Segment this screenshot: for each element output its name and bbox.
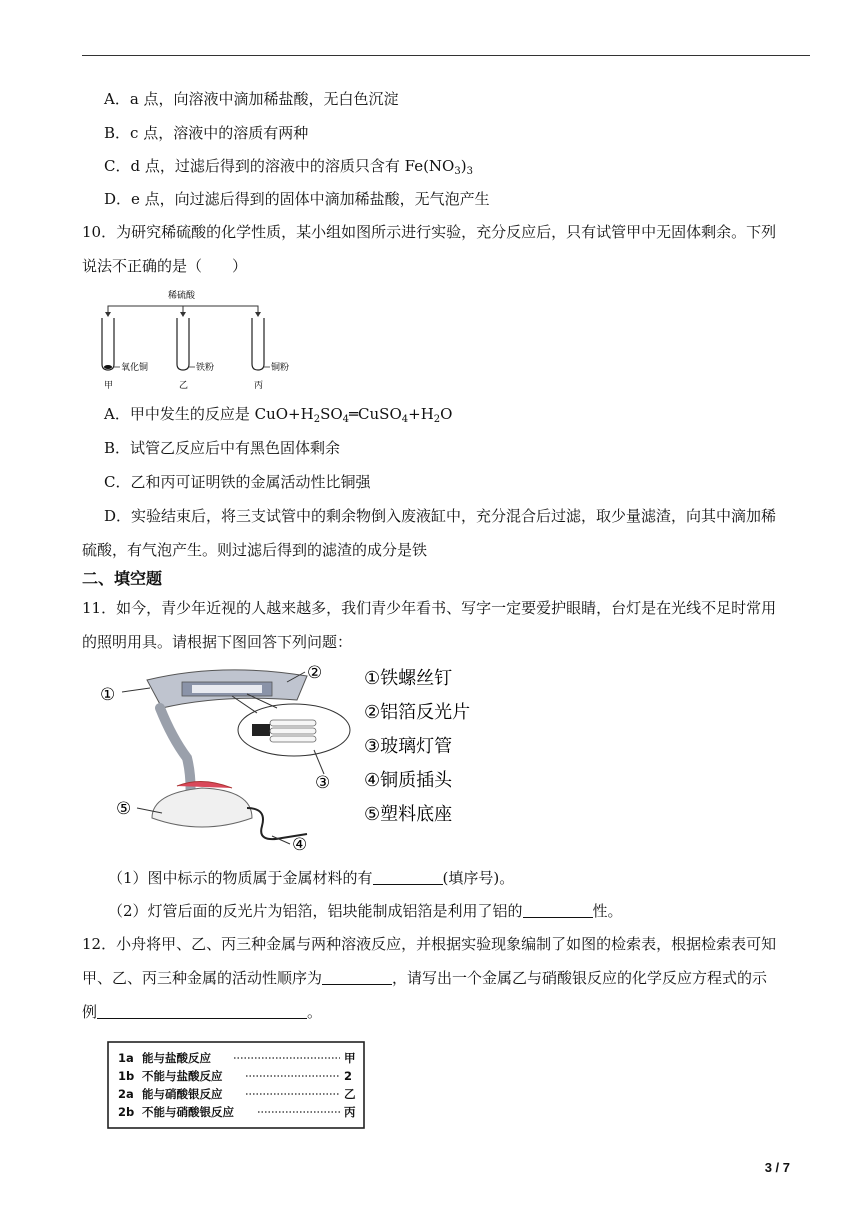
page-number: 3 / 7: [764, 1160, 790, 1175]
key-row-3-code: 2a: [118, 1087, 134, 1101]
lamp-label-4: ④铜质插头: [364, 770, 453, 791]
q11-stem-line2: 的照明用具。请根据下图回答下列问题：: [82, 633, 353, 651]
q10-test-tube-figure: [96, 286, 306, 392]
callout-5: ⑤: [116, 799, 132, 819]
key-row-1-result: 甲: [344, 1051, 356, 1065]
q10-option-d-line1: D．实验结束后，将三支试管中的剩余物倒入废液缸中，充分混合后过滤，取少量滤渣，向其中滴加稀: [104, 507, 777, 525]
tube-bing-name: 丙: [254, 381, 264, 391]
key-row-2-code: 1b: [118, 1069, 135, 1083]
q9-option-c: C．d 点，过滤后得到的溶液中的溶质只含有 $Fe(NO_3)_3$: [104, 157, 473, 177]
q10-stem-line1: 10．为研究稀硫酸的化学性质，某小组如图所示进行实验，充分反应后，只有试管甲中无固体剩余。下列: [82, 223, 777, 241]
q11-stem-line1: 11．如今，青少年近视的人越来越多，我们青少年看书、写字一定要爱护眼睛，台灯是在光线不足时常用: [82, 599, 777, 617]
tube-jia: [102, 318, 120, 370]
callout-4: ④: [292, 835, 308, 855]
q12-stem-line2: 甲、乙、丙三种金属的活动性顺序为 ，请写出一个金属乙与硝酸银反应的化学反应方程式的示: [82, 969, 768, 987]
q12-order-blank[interactable]: [322, 970, 392, 985]
key-row-3-result: 乙: [344, 1087, 356, 1101]
q10-option-c: C．乙和丙可证明铁的金属活动性比铜强: [104, 473, 371, 491]
key-row-4-code: 2b: [118, 1105, 135, 1119]
tube-yi-name: 乙: [179, 381, 189, 391]
key-row-4-text: 不能与硝酸银反应: [142, 1105, 234, 1119]
q12-key-table: [106, 1040, 368, 1134]
q9-option-a: A．a 点，向溶液中滴加稀盐酸，无白色沉淀: [104, 90, 399, 108]
tube-yi-content: 铁粉: [196, 363, 215, 373]
lamp-label-2: ②铝箔反光片: [364, 702, 471, 723]
q12-stem-line3: 例 。: [82, 1003, 323, 1021]
callout-3: ③: [315, 773, 331, 793]
header-rule: [82, 55, 810, 56]
tube-bing: [252, 318, 270, 370]
q10-option-b: B．试管乙反应后中有黑色固体剩余: [104, 439, 341, 457]
key-row-4-result: 丙: [344, 1105, 356, 1119]
acid-label: 稀硫酸: [168, 291, 196, 301]
tube-bing-content: 铜粉: [271, 363, 290, 373]
tube-yi: [177, 318, 195, 370]
q11-sub2-blank[interactable]: [523, 903, 593, 918]
key-row-3-text: 能与硝酸银反应: [142, 1087, 223, 1101]
section-title: 二、填空题: [82, 569, 163, 588]
callout-2: ②: [307, 663, 323, 683]
lamp-label-3: ③玻璃灯管: [364, 736, 453, 757]
q10-stem-line2: 说法不正确的是（ ）: [82, 257, 248, 275]
key-row-1-code: 1a: [118, 1051, 134, 1065]
q12-equation-blank[interactable]: [97, 1004, 307, 1019]
lamp-label-5: ⑤塑料底座: [364, 804, 453, 825]
desk-lamp-figure: [92, 658, 492, 858]
q9-option-b: B．c 点，溶液中的溶质有两种: [104, 124, 309, 142]
q12-stem-line1: 12．小舟将甲、乙、丙三种金属与两种溶液反应，并根据实验现象编制了如图的检索表，根据检索表可知: [82, 935, 777, 953]
callout-1: ①: [100, 685, 116, 705]
tube-jia-content: 氧化铜: [121, 363, 149, 373]
q11-sub1-blank[interactable]: [373, 870, 443, 885]
key-row-2-text: 不能与盐酸反应: [142, 1069, 223, 1083]
q10-option-a: A．甲中发生的反应是 $CuO+H_2SO_4═CuSO_4+H_2O$: [104, 405, 453, 425]
q11-sub1: （1）图中标示的物质属于金属材料的有 (填序号)。: [108, 869, 515, 887]
key-row-2-result: 2: [344, 1069, 353, 1083]
lamp-label-1: ①铁螺丝钉: [364, 668, 453, 689]
tube-jia-name: 甲: [104, 381, 114, 391]
q10-option-d-line2: 硫酸，有气泡产生。则过滤后得到的滤渣的成分是铁: [82, 541, 428, 559]
q11-sub2: （2）灯管后面的反光片为铝箔，铝块能制成铝箔是利用了铝的 性。: [108, 902, 623, 920]
key-row-1-text: 能与盐酸反应: [142, 1051, 211, 1065]
q9-option-d: D．e 点，向过滤后得到的固体中滴加稀盐酸，无气泡产生: [104, 190, 490, 208]
